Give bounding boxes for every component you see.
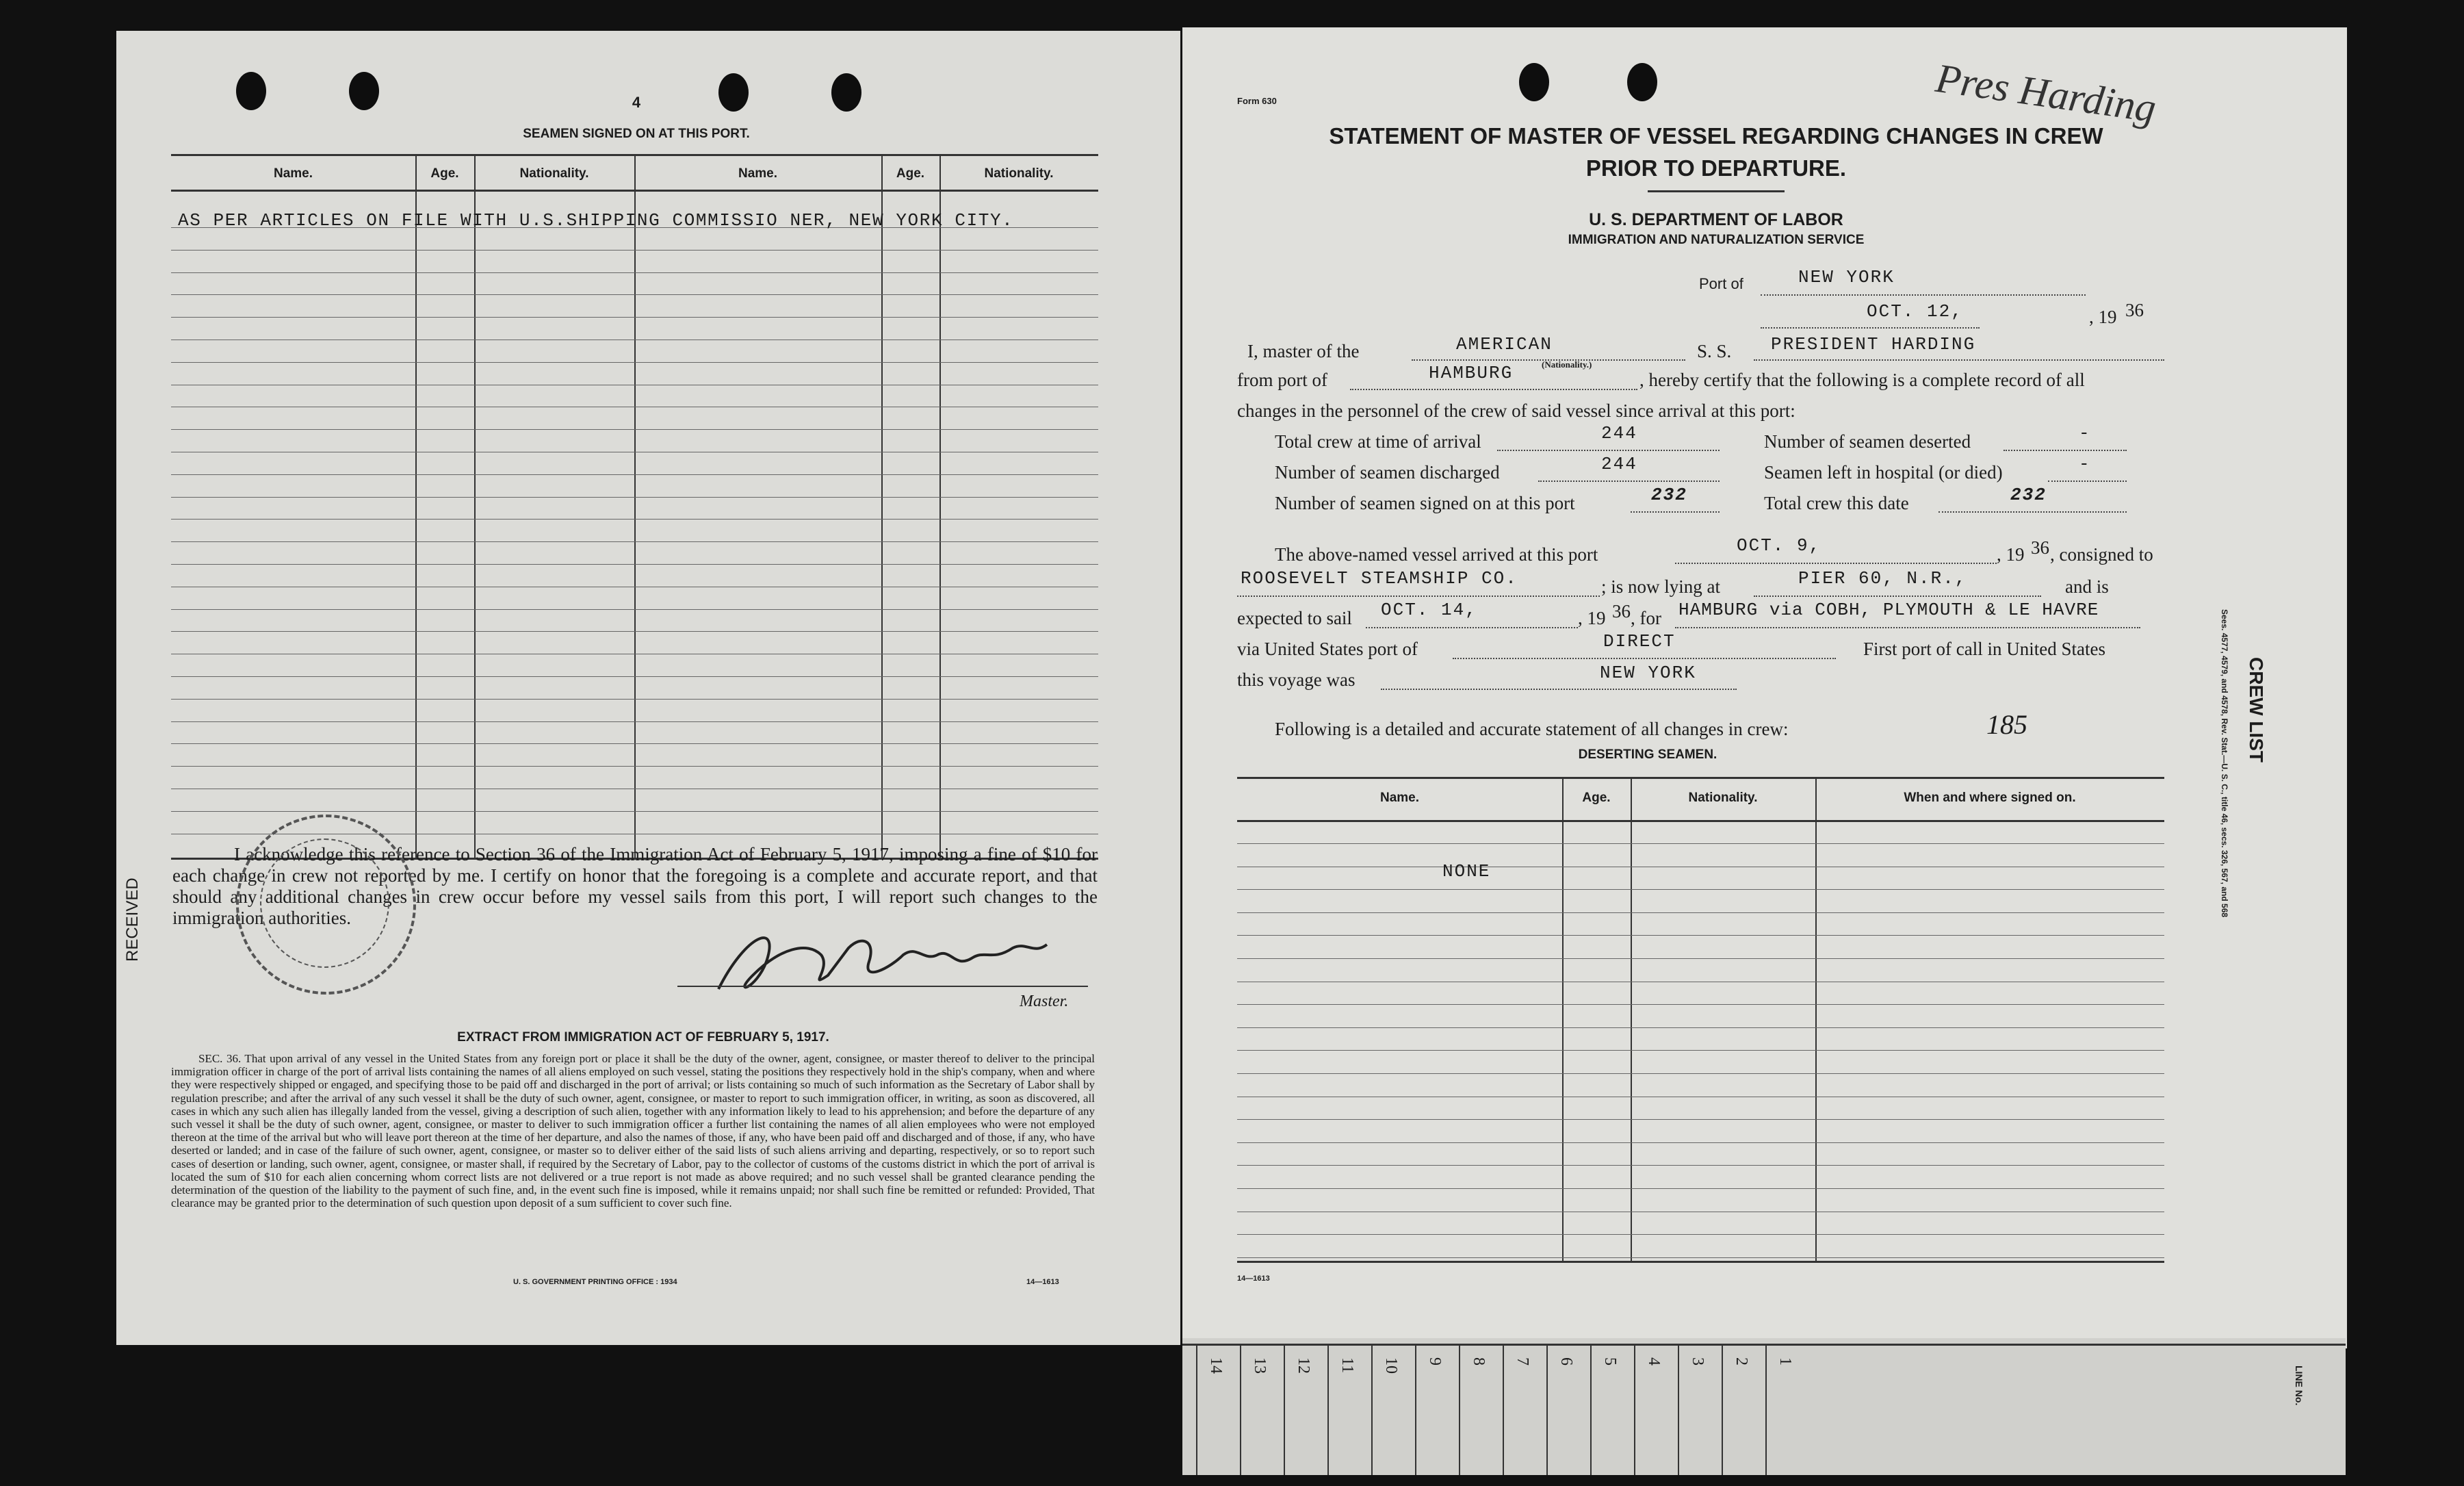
line-number: 8 [1470, 1357, 1488, 1366]
line-number: 2 [1733, 1357, 1750, 1366]
printing-office: U. S. GOVERNMENT PRINTING OFFICE : 1934 [513, 1278, 677, 1286]
table-row [171, 631, 1098, 632]
column-signed-on: When and where signed on. [1904, 791, 2076, 805]
table-row [1237, 1027, 2164, 1028]
deserting-title: DESERTING SEAMEN. [1578, 747, 1717, 762]
column-nationality: Nationality. [519, 166, 589, 181]
consignee-value: ROOSEVELT STEAMSHIP CO. [1241, 568, 1518, 589]
table-row [1237, 1073, 2164, 1074]
column-nationality: Nationality. [984, 166, 1054, 181]
year-suffix: 36 [2125, 300, 2144, 320]
table-row [171, 541, 1098, 542]
table-row [1237, 958, 2164, 959]
master-label: I, master of the [1247, 341, 1360, 361]
handwritten-ship-note: Pres Harding [1933, 55, 2159, 131]
bottom-line-strip [1182, 1338, 2346, 1475]
table-row [171, 294, 1098, 295]
page-number: 4 [632, 94, 641, 111]
signed-on-value: 232 [1651, 485, 1687, 505]
line-number-cell [1590, 1345, 1635, 1475]
table-row [171, 362, 1098, 363]
table-row [1237, 1050, 2164, 1051]
left-page [116, 31, 1180, 1345]
voyage-label: this voyage was [1237, 669, 1356, 690]
arrived-label: The above-named vessel arrived at this port [1275, 544, 1598, 565]
handwritten-number: 185 [1986, 709, 2027, 740]
punch-hole [1519, 63, 1549, 101]
line-number: 1 [1776, 1357, 1794, 1366]
form-footer-number: 14—1613 [1237, 1274, 1270, 1283]
punch-hole [718, 73, 749, 112]
form-footer-number: 14—1613 [1026, 1278, 1059, 1286]
line-number: 13 [1251, 1357, 1269, 1374]
lying-label: ; is now lying at [1601, 576, 1720, 597]
received-stamp-text: RECEIVED [123, 877, 142, 962]
table-row [171, 429, 1098, 430]
line-number-cell [1196, 1345, 1241, 1475]
changes-text: changes in the personnel of the crew of said vessel since arrival at this port: [1237, 400, 1795, 421]
table-row [1237, 912, 2164, 913]
table-row [171, 497, 1098, 498]
service: IMMIGRATION AND NATURALIZATION SERVICE [1568, 233, 1865, 247]
column-name: Name. [1379, 791, 1420, 805]
table-row [1237, 1004, 2164, 1005]
line-number: 14 [1207, 1357, 1225, 1374]
arrived-year-suffix: 36 [2031, 537, 2049, 558]
line-number: 10 [1382, 1357, 1400, 1374]
line-number-cell [1678, 1345, 1723, 1475]
received-stamp-inner [260, 838, 389, 968]
expected-label: expected to sail [1237, 608, 1352, 628]
extract-text: SEC. 36. That upon arrival of any vessel in the United States from any foreign port or place it shall be the duty of the owner, agent, consignee, or master thereof to deliver to the principal immigration officer in charge of the port of arrival lists containing the names of all aliens employed on such vessel, stating the positions they respectively hold in the ship's company, when and where they were respectively shipped or engaged, and specifying those to be paid off and discharged in the port of arrival; or lists containing so much of such information as the Secretary of Labor shall by regulation prescribe; and after the arrival of any such vessel it shall be the duty of such owner, agent, consignee, or master to report to such immigration officer, in writing, as soon as discovered, all cases in which any such alien has illegally landed from the vessel, giving a description of such alien, together with any information likely to lead to his apprehension; and before the departure of any such vessel it shall be the duty of such owner, agent, consignee, or master to deliver to such immigration officer a further list containing the names of all alien employees who were not employed thereon at the time of the arrival but who will leave port thereon at the time of her departure, and also the names of those, if any, who have been paid off and discharged and of those, if any, who have deserted or landed; and in case of the failure of such owner, agent, consignee, or master so to deliver either of the said lists of such aliens arriving and departing, respectively, or so to report such cases of desertion or landing, such owner, agent, consignee, or master shall, if required by the Secretary of Labor, pay to the collector of customs of the customs district in which the port of arrival is located the sum of $10 for each alien concerning whom correct lists are not delivered or a true report is not made as above required; and no such vessel shall be granted clearance pending the determination of the question of the liability to the payment of such fine, and, in the event such fine is imposed, while it remains unpaid; nor shall such fine be remitted or refunded: Provided, That clearance may be granted prior to the determination of such question upon deposit of a sum sufficient to cover such fine. [171, 1052, 1095, 1210]
table-title: SEAMEN SIGNED ON AT THIS PORT. [523, 127, 750, 141]
column-name: Name. [738, 166, 778, 181]
department: U. S. DEPARTMENT OF LABOR [1589, 210, 1843, 229]
column-age: Age. [896, 166, 925, 181]
discharged-label: Number of seamen discharged [1275, 462, 1500, 483]
line-number: 4 [1645, 1357, 1663, 1366]
table-row [171, 564, 1098, 565]
line-number-cell [1240, 1345, 1285, 1475]
line-no-label: LINE No. [2294, 1366, 2305, 1406]
total-crew-date-label: Total crew this date [1764, 493, 1909, 513]
table-row [1237, 1234, 2164, 1235]
line-number-cell [1284, 1345, 1329, 1475]
from-port-value: HAMBURG [1429, 363, 1514, 383]
port-value: NEW YORK [1798, 267, 1895, 287]
column-name: Name. [273, 166, 313, 181]
sail-date: OCT. 14, [1381, 600, 1477, 620]
sail-year-prefix: , 19 [1578, 608, 1606, 628]
discharged-value: 244 [1601, 454, 1637, 474]
date-value: OCT. 12, [1867, 301, 1963, 322]
table-row-entry: AS PER ARTICLES ON FILE WITH U.S.SHIPPING COMMISSIO NER, NEW YORK CITY. [178, 210, 1014, 231]
column-age: Age. [1582, 791, 1611, 805]
from-port-label: from port of [1237, 370, 1327, 390]
line-number: 3 [1689, 1357, 1707, 1366]
column-age: Age. [430, 166, 459, 181]
master-certification: I acknowledge this reference to Section 36 of the Immigration Act of February 5, 1917, imposing a fine of $10 for each change in crew not reported by me. I certify on honor that the foregoing is a complete and accurate report, and that should any additional changes in crew occur before my vessel sails from this port, I will report such changes to the immigration authorities. [172, 844, 1098, 928]
master-signature [691, 907, 1074, 1010]
crew-list-statutes: Sees. 4577, 4579, and 4578, Rev. Stat.—U. S. C., title 46, secs. 326, 567, and 568 [2220, 609, 2229, 918]
following-text: Following is a detailed and accurate statement of all changes in crew: [1275, 719, 1789, 739]
table-row [171, 519, 1098, 520]
deserting-entry: NONE [1442, 861, 1491, 882]
sail-year-suffix: 36 [1612, 601, 1631, 622]
line-number: 11 [1338, 1357, 1356, 1374]
line-number: 9 [1426, 1357, 1444, 1366]
table-row [171, 766, 1098, 767]
line-number-cell [1722, 1345, 1767, 1475]
table-row [171, 474, 1098, 475]
punch-hole [1627, 63, 1657, 101]
table-row [171, 699, 1098, 700]
table-row [171, 272, 1098, 273]
total-crew-arrival-value: 244 [1601, 423, 1637, 444]
punch-hole [236, 72, 266, 110]
line-number-cell [1503, 1345, 1548, 1475]
total-crew-arrival-label: Total crew at time of arrival [1275, 431, 1481, 452]
port-label: Port of [1699, 275, 1743, 292]
via-label: via United States port of [1237, 639, 1418, 659]
for-label: , for [1631, 608, 1661, 628]
and-is-text: and is [2065, 576, 2109, 597]
table-row [1237, 1142, 2164, 1143]
punch-hole [349, 72, 379, 110]
line-number-cell [1546, 1345, 1592, 1475]
table-row [1237, 1119, 2164, 1120]
table-row [171, 317, 1098, 318]
table-row [1237, 1188, 2164, 1189]
arrived-year-prefix: , 19 [1997, 544, 2025, 565]
deserted-label: Number of seamen deserted [1764, 431, 1971, 452]
year-prefix: , 19 [2089, 307, 2117, 327]
form-number: Form 630 [1237, 96, 1277, 106]
deserted-value: - [2079, 423, 2091, 444]
right-page [1182, 27, 2347, 1348]
first-port-label: First port of call in United States [1863, 639, 2105, 659]
line-number-cell [1415, 1345, 1460, 1475]
table-row [171, 609, 1098, 610]
destination-value: HAMBURG via COBH, PLYMOUTH & LE HAVRE [1678, 600, 2099, 620]
line-number-cell [1634, 1345, 1679, 1475]
nationality-caption: (Nationality.) [1542, 359, 1592, 370]
line-number: 5 [1601, 1357, 1619, 1366]
table-row [1237, 843, 2164, 844]
extract-title: EXTRACT FROM IMMIGRATION ACT OF FEBRUARY 5, 1917. [457, 1030, 829, 1045]
table-row [171, 743, 1098, 744]
hospital-value: - [2079, 454, 2091, 474]
column-nationality: Nationality. [1688, 791, 1758, 805]
signature-text: J. C. Roberts [760, 917, 867, 939]
signature-label: Master. [1020, 992, 1069, 1010]
nationality-value: AMERICAN [1456, 334, 1553, 355]
ship-name: PRESIDENT HARDING [1771, 334, 1976, 355]
table-row [171, 721, 1098, 722]
consigned-label: , consigned to [2050, 544, 2153, 565]
table-row [1237, 935, 2164, 936]
crew-list-title: CREW LIST [2246, 657, 2267, 763]
punch-hole [831, 73, 861, 112]
form-title: STATEMENT OF MASTER OF VESSEL REGARDING CHANGES IN CREW [1329, 123, 2103, 149]
table-row [1237, 1165, 2164, 1166]
line-number-cell [1765, 1345, 1811, 1475]
voyage-value: NEW YORK [1600, 663, 1696, 683]
line-number: 6 [1557, 1357, 1575, 1366]
arrived-date: OCT. 9, [1737, 535, 1821, 556]
table-row [171, 676, 1098, 677]
line-number-cell [1327, 1345, 1373, 1475]
line-number: 7 [1514, 1357, 1531, 1366]
line-number: 12 [1295, 1357, 1312, 1374]
pier-value: PIER 60, N.R., [1798, 568, 1967, 589]
ss-label: S. S. [1697, 341, 1732, 361]
table-row [1237, 1257, 2164, 1258]
line-number-cell [1371, 1345, 1416, 1475]
total-crew-date-value: 232 [2010, 485, 2047, 505]
table-row [171, 811, 1098, 812]
certify-text: , hereby certify that the following is a complete record of all [1639, 370, 2085, 390]
via-value: DIRECT [1603, 631, 1676, 652]
signed-on-label: Number of seamen signed on at this port [1275, 493, 1575, 513]
hospital-label: Seamen left in hospital (or died) [1764, 462, 2003, 483]
line-number-cell [1459, 1345, 1504, 1475]
form-title-line-2: PRIOR TO DEPARTURE. [1585, 155, 1847, 181]
table-row [1237, 889, 2164, 890]
table-row [171, 250, 1098, 251]
